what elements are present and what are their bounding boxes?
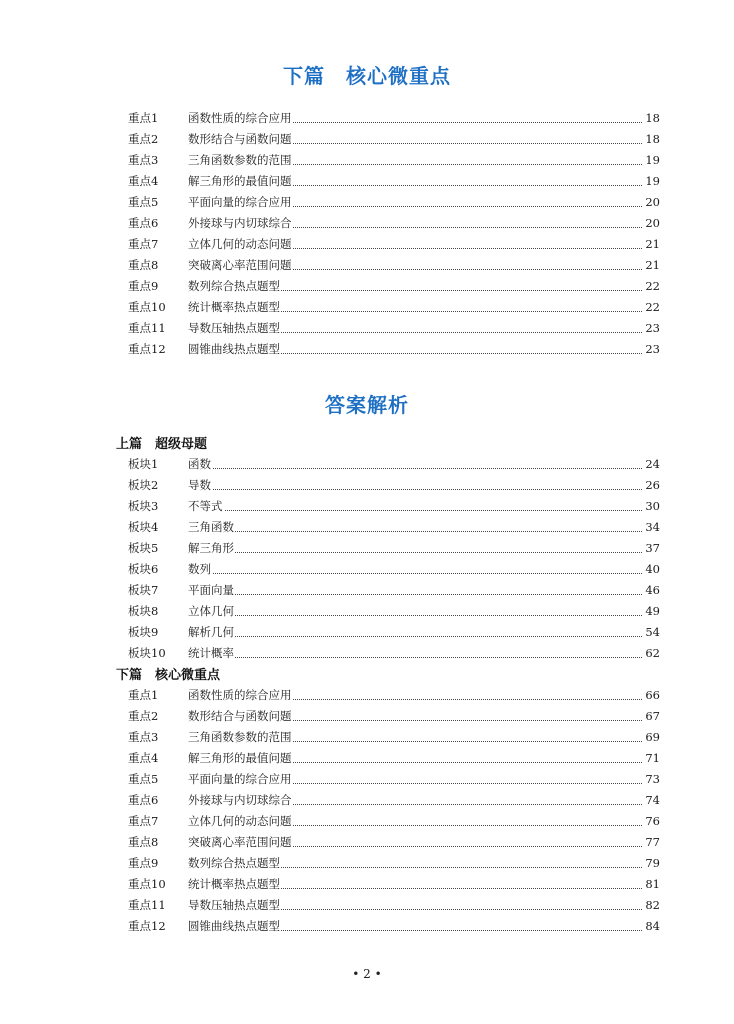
toc-entry-title: 解析几何 — [188, 622, 235, 643]
toc-entry-number: 重点9 — [128, 279, 159, 293]
toc-entry-page-number: 79 — [642, 853, 660, 874]
answer-block-row-5[interactable] — [0, 538, 734, 559]
answer-block-row-4[interactable] — [0, 517, 734, 538]
toc-entry-page-number: 82 — [642, 895, 660, 916]
toc-entry-title: 三角函数参数的范围 — [188, 727, 293, 748]
toc-entry-page-number: 23 — [642, 318, 660, 339]
dot-leader — [188, 657, 642, 658]
answer-block-row-10[interactable] — [0, 643, 734, 664]
core-point-row-5[interactable] — [0, 192, 734, 213]
toc-entry-number: 重点10 — [128, 300, 166, 314]
toc-entry-page-number: 54 — [642, 622, 660, 643]
toc-entry-number: 重点12 — [128, 919, 166, 933]
toc-entry-page-number: 67 — [642, 706, 660, 727]
answer-point-row-8[interactable] — [0, 832, 734, 853]
toc-entry-page-number: 18 — [642, 129, 660, 150]
toc-entry-title: 统计概率 — [188, 643, 235, 664]
toc-entry-page-number: 21 — [642, 255, 660, 276]
toc-entry-page-number: 73 — [642, 769, 660, 790]
toc-entry-number: 重点11 — [128, 898, 166, 912]
answer-block-row-8[interactable] — [0, 601, 734, 622]
toc-entry-page-number: 21 — [642, 234, 660, 255]
toc-entry-page-number: 40 — [642, 559, 660, 580]
dot-leader — [188, 468, 642, 469]
toc-entry-page-number: 66 — [642, 685, 660, 706]
dot-leader — [188, 615, 642, 616]
toc-entry-title: 解三角形的最值问题 — [188, 748, 293, 769]
toc-entry-number: 重点3 — [128, 153, 159, 167]
toc-list-answers-part2 — [0, 685, 734, 937]
answer-point-row-5[interactable] — [0, 769, 734, 790]
part-heading-core-points-answers: 下篇 核心微重点 — [116, 668, 221, 683]
dot-leader — [188, 489, 642, 490]
toc-entry-title: 导数压轴热点题型 — [188, 895, 281, 916]
toc-entry-page-number: 46 — [642, 580, 660, 601]
answer-block-row-1[interactable] — [0, 454, 734, 475]
core-point-row-6[interactable] — [0, 213, 734, 234]
section-title-answers: 答案解析 — [325, 393, 409, 417]
toc-entry-page-number: 69 — [642, 727, 660, 748]
answer-point-row-12[interactable] — [0, 916, 734, 937]
toc-entry-number: 重点5 — [128, 772, 159, 786]
toc-entry-title: 立体几何 — [188, 601, 235, 622]
toc-entry-number: 重点3 — [128, 730, 159, 744]
toc-entry-number: 重点10 — [128, 877, 166, 891]
answer-block-row-7[interactable] — [0, 580, 734, 601]
toc-entry-title: 立体几何的动态问题 — [188, 234, 293, 255]
toc-entry-number: 重点2 — [128, 132, 159, 146]
toc-entry-title: 导数压轴热点题型 — [188, 318, 281, 339]
toc-entry-title: 三角函数参数的范围 — [188, 150, 293, 171]
core-point-row-7[interactable] — [0, 234, 734, 255]
toc-entry-page-number: 76 — [642, 811, 660, 832]
toc-entry-number: 重点7 — [128, 814, 159, 828]
toc-entry-page-number: 81 — [642, 874, 660, 895]
toc-entry-page-number: 49 — [642, 601, 660, 622]
toc-entry-number: 板块3 — [128, 499, 159, 513]
toc-entry-title: 解三角形的最值问题 — [188, 171, 293, 192]
toc-entry-title: 不等式 — [188, 496, 224, 517]
toc-entry-title: 数形结合与函数问题 — [188, 129, 293, 150]
toc-entry-number: 重点2 — [128, 709, 159, 723]
toc-entry-page-number: 24 — [642, 454, 660, 475]
toc-entry-title: 导数 — [188, 475, 212, 496]
answer-point-row-1[interactable] — [0, 685, 734, 706]
toc-entry-title: 统计概率热点题型 — [188, 297, 281, 318]
toc-entry-number: 重点8 — [128, 258, 159, 272]
toc-entry-number: 板块10 — [128, 646, 166, 660]
toc-entry-page-number: 23 — [642, 339, 660, 360]
toc-entry-page-number: 22 — [642, 297, 660, 318]
toc-entry-page-number: 74 — [642, 790, 660, 811]
toc-entry-page-number: 19 — [642, 171, 660, 192]
toc-entry-number: 板块7 — [128, 583, 159, 597]
toc-entry-title: 突破离心率范围问题 — [188, 255, 293, 276]
toc-list-core-points — [0, 108, 734, 360]
toc-entry-number: 重点1 — [128, 111, 159, 125]
toc-entry-page-number: 30 — [642, 496, 660, 517]
toc-entry-page-number: 19 — [642, 150, 660, 171]
core-point-row-9[interactable] — [0, 276, 734, 297]
page-number: • 2 • — [352, 967, 382, 981]
answer-point-row-7[interactable] — [0, 811, 734, 832]
answer-point-row-9[interactable] — [0, 853, 734, 874]
answer-point-row-2[interactable] — [0, 706, 734, 727]
toc-entry-number: 板块6 — [128, 562, 159, 576]
toc-entry-number: 重点4 — [128, 751, 159, 765]
toc-entry-number: 板块2 — [128, 478, 159, 492]
dot-leader — [188, 594, 642, 595]
toc-entry-page-number: 34 — [642, 517, 660, 538]
toc-entry-number: 重点8 — [128, 835, 159, 849]
toc-entry-title: 立体几何的动态问题 — [188, 811, 293, 832]
toc-entry-page-number: 71 — [642, 748, 660, 769]
toc-entry-title: 数形结合与函数问题 — [188, 706, 293, 727]
toc-entry-title: 数列 — [188, 559, 212, 580]
toc-entry-title: 平面向量的综合应用 — [188, 769, 293, 790]
core-point-row-12[interactable] — [0, 339, 734, 360]
toc-entry-number: 重点6 — [128, 793, 159, 807]
toc-entry-number: 重点1 — [128, 688, 159, 702]
answer-point-row-10[interactable] — [0, 874, 734, 895]
toc-entry-number: 板块9 — [128, 625, 159, 639]
toc-entry-page-number: 18 — [642, 108, 660, 129]
core-point-row-4[interactable] — [0, 171, 734, 192]
toc-entry-title: 统计概率热点题型 — [188, 874, 281, 895]
toc-entry-title: 三角函数 — [188, 517, 235, 538]
section-title-core-points: 下篇 核心微重点 — [283, 64, 451, 88]
toc-entry-number: 板块1 — [128, 457, 159, 471]
toc-entry-page-number: 62 — [642, 643, 660, 664]
toc-entry-title: 平面向量的综合应用 — [188, 192, 293, 213]
dot-leader — [188, 636, 642, 637]
toc-list-answers-part1 — [0, 454, 734, 664]
core-point-row-1[interactable] — [0, 108, 734, 129]
toc-entry-number: 重点4 — [128, 174, 159, 188]
dot-leader — [188, 531, 642, 532]
toc-entry-title: 函数 — [188, 454, 212, 475]
toc-entry-title: 解三角形 — [188, 538, 235, 559]
toc-entry-number: 重点7 — [128, 237, 159, 251]
toc-entry-title: 数列综合热点题型 — [188, 276, 281, 297]
answer-block-row-9[interactable] — [0, 622, 734, 643]
toc-entry-title: 函数性质的综合应用 — [188, 108, 293, 129]
answer-point-row-6[interactable] — [0, 790, 734, 811]
toc-entry-number: 重点11 — [128, 321, 166, 335]
toc-entry-title: 圆锥曲线热点题型 — [188, 916, 281, 937]
toc-entry-title: 外接球与内切球综合 — [188, 790, 293, 811]
toc-entry-number: 板块4 — [128, 520, 159, 534]
core-point-row-11[interactable] — [0, 318, 734, 339]
toc-entry-page-number: 84 — [642, 916, 660, 937]
answer-point-row-11[interactable] — [0, 895, 734, 916]
toc-entry-title: 平面向量 — [188, 580, 235, 601]
toc-entry-page-number: 20 — [642, 192, 660, 213]
toc-entry-number: 板块5 — [128, 541, 159, 555]
core-point-row-8[interactable] — [0, 255, 734, 276]
toc-entry-number: 重点5 — [128, 195, 159, 209]
dot-leader — [188, 573, 642, 574]
toc-entry-title: 外接球与内切球综合 — [188, 213, 293, 234]
toc-entry-number: 重点6 — [128, 216, 159, 230]
toc-entry-number: 板块8 — [128, 604, 159, 618]
answer-point-row-4[interactable] — [0, 748, 734, 769]
toc-entry-page-number: 77 — [642, 832, 660, 853]
toc-entry-number: 重点9 — [128, 856, 159, 870]
toc-entry-title: 数列综合热点题型 — [188, 853, 281, 874]
core-point-row-2[interactable] — [0, 129, 734, 150]
toc-entry-title: 圆锥曲线热点题型 — [188, 339, 281, 360]
toc-entry-page-number: 37 — [642, 538, 660, 559]
answer-block-row-3[interactable] — [0, 496, 734, 517]
dot-leader — [188, 510, 642, 511]
answer-block-row-6[interactable] — [0, 559, 734, 580]
dot-leader — [188, 552, 642, 553]
answer-block-row-2[interactable] — [0, 475, 734, 496]
toc-entry-title: 函数性质的综合应用 — [188, 685, 293, 706]
toc-entry-page-number: 22 — [642, 276, 660, 297]
part-heading-super-mother-problems: 上篇 超级母题 — [116, 437, 208, 452]
toc-entry-title: 突破离心率范围问题 — [188, 832, 293, 853]
toc-entry-number: 重点12 — [128, 342, 166, 356]
toc-entry-page-number: 20 — [642, 213, 660, 234]
toc-entry-page-number: 26 — [642, 475, 660, 496]
core-point-row-3[interactable] — [0, 150, 734, 171]
answer-point-row-3[interactable] — [0, 727, 734, 748]
core-point-row-10[interactable] — [0, 297, 734, 318]
